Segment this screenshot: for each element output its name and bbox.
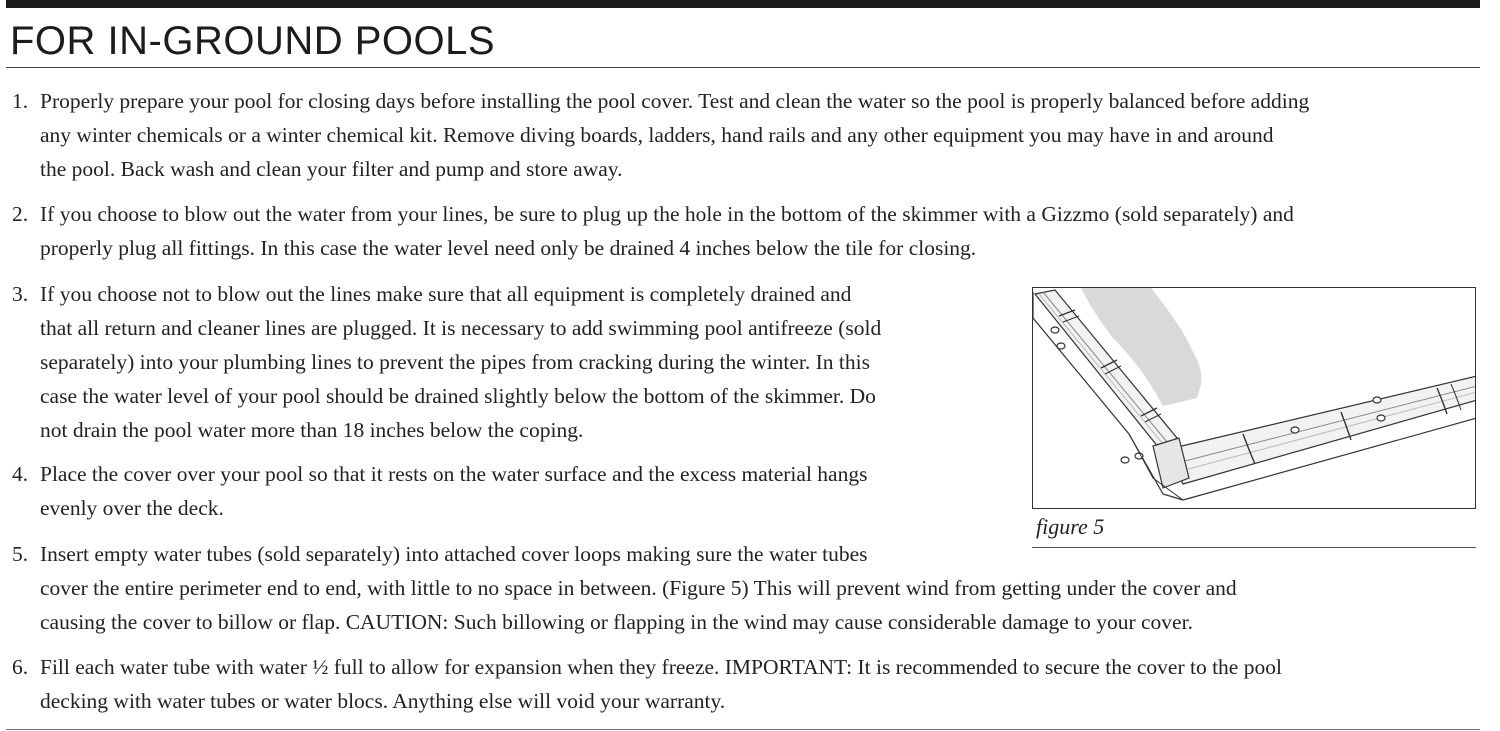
step-6	[12, 650, 1282, 718]
step-text-line: Insert empty water tubes (sold separately) into attached cover loops making sure the water tubes	[40, 542, 868, 566]
step-text-line: not drain the pool water more than 18 inches below the coping.	[40, 418, 584, 442]
figure-caption-rule	[1032, 547, 1476, 548]
step-5	[12, 537, 1237, 639]
step-text-line: decking with water tubes or water blocs. Anything else will void your warranty.	[40, 689, 726, 713]
bottom-rule	[6, 729, 1480, 730]
step-text-line: evenly over the deck.	[40, 496, 224, 520]
step-text-line: If you choose to blow out the water from your lines, be sure to plug up the hole in the bottom of the skimmer with a Gizzmo (sold separately) and	[40, 202, 1294, 226]
step-text-line: Fill each water tube with water ½ full to allow for expansion when they freeze. IMPORTANT: It is recommended to secure the cover to the pool	[40, 655, 1282, 679]
step-text-line: case the water level of your pool should be drained slightly below the bottom of the skimmer. Do	[40, 384, 876, 408]
step-number: 4.	[12, 462, 29, 486]
step-text-line: any winter chemicals or a winter chemical kit. Remove diving boards, ladders, hand rails and any other equipment you may have in and around	[40, 123, 1274, 147]
step-2	[12, 197, 1294, 265]
figure-5-illustration	[1032, 287, 1476, 509]
step-number: 3.	[12, 282, 29, 306]
step-text-line: that all return and cleaner lines are plugged. It is necessary to add swimming pool antifreeze (sold	[40, 316, 882, 340]
page-title: FOR IN-GROUND POOLS	[10, 19, 496, 63]
step-4	[12, 457, 867, 525]
step-text-line: causing the cover to billow or flap. CAUTION: Such billowing or flapping in the wind may cause considerable damage to your cover.	[40, 610, 1193, 634]
step-number: 5.	[12, 542, 29, 566]
step-text-line: Properly prepare your pool for closing days before installing the pool cover. Test and clean the water so the pool is properly balanced before adding	[40, 89, 1310, 113]
step-text-line: cover the entire perimeter end to end, with little to no space in between. (Figure 5) This will prevent wind from getting under the cover and	[40, 576, 1237, 600]
step-number: 6.	[12, 655, 29, 679]
step-text-line: If you choose not to blow out the lines make sure that all equipment is completely drained and	[40, 282, 852, 306]
top-rule	[6, 0, 1480, 8]
step-text-line: properly plug all fittings. In this case the water level need only be drained 4 inches below the tile for closing.	[40, 236, 977, 260]
step-text-line: separately) into your plumbing lines to prevent the pipes from cracking during the winter. In this	[40, 350, 870, 374]
step-text-line: Place the cover over your pool so that it rests on the water surface and the excess material hangs	[40, 462, 868, 486]
step-number: 1.	[12, 89, 29, 113]
step-1	[12, 84, 1309, 186]
step-3	[12, 277, 881, 447]
title-divider	[6, 67, 1480, 68]
pool-cover-corner-icon	[1033, 288, 1476, 509]
step-number: 2.	[12, 202, 29, 226]
figure-caption: figure 5	[1036, 514, 1105, 539]
step-text-line: the pool. Back wash and clean your filter and pump and store away.	[40, 157, 623, 181]
